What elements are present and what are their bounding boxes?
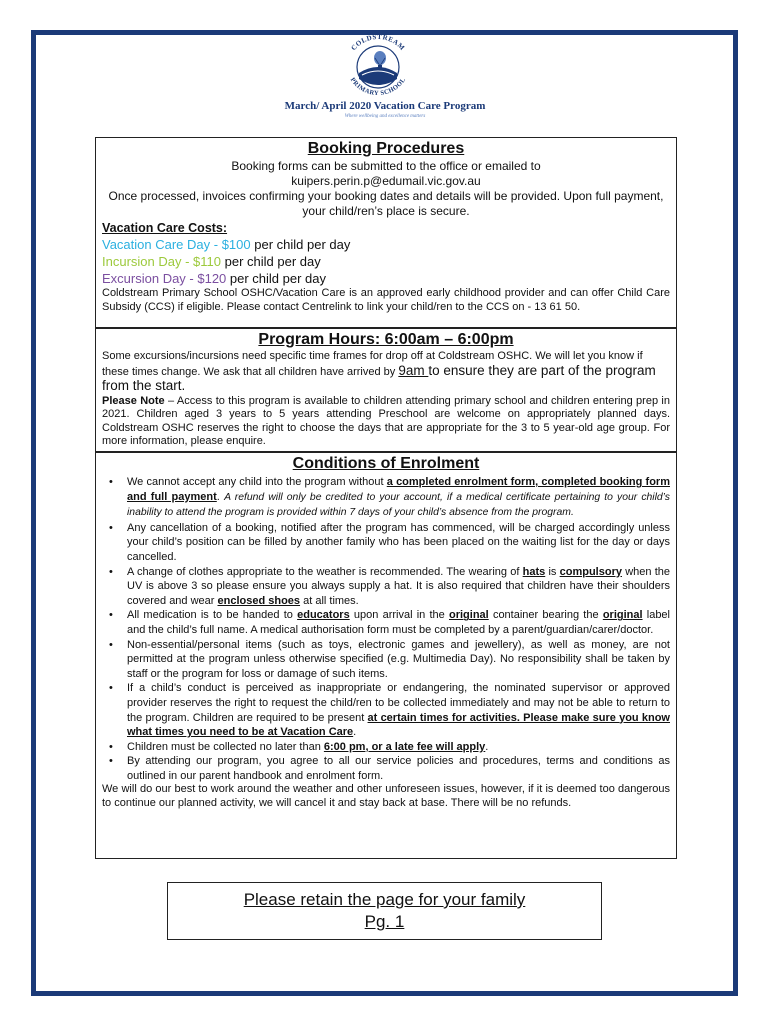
program-title: March/ April 2020 Vacation Care Program xyxy=(284,100,486,112)
school-logo xyxy=(336,33,420,99)
refund-note: A refund will only be credited to your account, if a medical certificate pertaining to your child’s inability to attend the program is provided within 7 days of your child’s absence from the program. xyxy=(127,491,671,519)
condition-text: upon arrival in the xyxy=(349,609,449,622)
cost-incursion-label: Incursion Day - $110 xyxy=(102,254,221,269)
ccs-text: Coldstream Primary School OSHC/Vacation Care is an approved early childhood provider and can offer Child Care Subsidy (CCS) if eligible. Please contact Centrelink to link your child/ren to the CCS on - 13 61 50. xyxy=(102,287,670,313)
condition-text: All medication is to be handed to xyxy=(127,609,298,622)
hours-p1-b: to ensure they are part of the program from the start. xyxy=(102,362,656,393)
condition-text: By attending our program, you agree to all our service policies and procedures, terms and conditions as outlined in our parent handbook and enrolment form. xyxy=(127,755,670,782)
condition-text: Children must be collected no later than xyxy=(127,740,324,753)
svg-text:PRIMARY SCHOOL: PRIMARY SCHOOL xyxy=(348,76,408,98)
conditions-heading: Conditions of Enrolment xyxy=(292,455,480,472)
condition-text: Non-essential/personal items (such as toys, electronic games and jewellery), as well as money, are not permitted at the program unless otherwise specified (e.g. Multimedia Day). No responsibility shall be taken by staff or the program for loss or damage of such items. xyxy=(127,638,670,680)
condition-emphasis: 6:00 pm, or a late fee will apply xyxy=(323,740,486,753)
condition-emphasis: at certain times for activities. Please make sure you know what times you need to be at Vacation Care xyxy=(127,711,670,739)
bullet-icon: • xyxy=(109,565,113,578)
booking-line-3: Once processed, invoices confirming your booking dates and details will be provided. Upon full payment, your child/ren’s place is secure. xyxy=(108,189,664,218)
hours-heading: Program Hours: 6:00am – 6:00pm xyxy=(258,331,514,348)
bullet-icon: • xyxy=(109,609,113,622)
condition-text: If a child’s conduct is perceived as inappropriate or endangering, the nominated supervisor or approved provider reserves the right to request the child/ren to be collected immediately and may not be able to return to the program. Children are required to be present xyxy=(127,682,670,724)
condition-text: when the UV is above 3 so please ensure you always supply a hat. It is also required that children have their shoulders covered and wear xyxy=(127,565,670,607)
bullet-icon: • xyxy=(109,476,113,488)
condition-emphasis: original xyxy=(602,609,643,622)
condition-item xyxy=(102,754,670,783)
hours-note xyxy=(102,395,670,449)
condition-emphasis: hats xyxy=(522,565,546,578)
booking-heading: Booking Procedures xyxy=(307,140,465,157)
condition-text: . xyxy=(216,490,225,503)
condition-item xyxy=(102,740,670,755)
bullet-icon: • xyxy=(109,740,113,753)
condition-emphasis: original xyxy=(449,609,489,622)
svg-text:COLDSTREAM: COLDSTREAM xyxy=(349,33,407,53)
condition-item xyxy=(102,638,670,682)
condition-text: . xyxy=(353,726,357,739)
cost-excursion-label: Excursion Day - $120 xyxy=(102,271,227,286)
condition-item xyxy=(102,475,670,521)
conditions-list xyxy=(102,475,670,783)
condition-text: Any cancellation of a booking, notified after the program has commenced, will be charged accordingly unless your child’s position can be filled by another family who has been placed on the waiting list for the day or days cancelled. xyxy=(127,521,670,563)
hours-note-text: – Access to this program is available to children attending primary school and children entering prep in 2021. Children aged 3 years to 5 years attending Preschool are welcome on appropriately planned days. Coldstream OSHC reserves the right to choose the days that are appropriate for the 3 to 5 year-old age group. For more information, please enquire. xyxy=(102,394,670,447)
booking-line-1: Booking forms can be submitted to the office or emailed to xyxy=(231,159,541,173)
cost-excursion-suffix: per child per day xyxy=(226,271,327,286)
condition-emphasis: enclosed shoes xyxy=(217,594,301,607)
program-tagline: Where wellbeing and excellence matters xyxy=(344,114,426,119)
booking-section xyxy=(95,137,677,328)
page-number: Pg. 1 xyxy=(364,912,405,931)
conditions-section xyxy=(95,452,677,859)
cost-incursion-day xyxy=(102,253,670,270)
retain-notice: Please retain the page for your family xyxy=(243,890,526,909)
hours-p1-a: Some excursions/incursions need specific time frames for drop off at Coldstream OSHC. We will let you know if these times change. We ask that all children have arrived by xyxy=(102,350,643,378)
condition-item xyxy=(102,565,670,609)
condition-text: container bearing the xyxy=(488,609,603,622)
cost-incursion-suffix: per child per day xyxy=(221,254,321,269)
booking-email: kuipers.perin.p@edumail.vic.gov.au xyxy=(291,174,481,188)
hours-section xyxy=(95,328,677,452)
condition-item xyxy=(102,681,670,739)
cost-vacation-label: Vacation Care Day - $100 xyxy=(102,237,251,252)
condition-item xyxy=(102,521,670,565)
condition-emphasis: compulsory xyxy=(559,565,622,578)
cost-excursion-day xyxy=(102,270,670,287)
cost-vacation-suffix: per child per day xyxy=(250,237,351,252)
bullet-icon: • xyxy=(109,638,113,651)
hours-arrival-time: 9am xyxy=(398,362,429,378)
bullet-icon: • xyxy=(109,521,113,534)
bullet-icon: • xyxy=(109,682,113,695)
condition-text: label and the child’s full name. A medical authorisation form must be completed by a parent/guardian/carer/doctor. xyxy=(127,609,670,636)
condition-text: at all times. xyxy=(300,594,359,607)
condition-text: A change of clothes appropriate to the weather is recommended. The wearing of xyxy=(127,565,523,578)
footer-box xyxy=(167,882,602,940)
condition-emphasis: a completed enrolment form, completed booking form and full payment xyxy=(127,476,670,503)
condition-item xyxy=(102,608,670,637)
cost-vacation-day xyxy=(102,236,670,253)
condition-emphasis: educators xyxy=(297,609,350,622)
closing-note: We will do our best to work around the weather and other unforeseen issues, however, if it is deemed too dangerous to continue our planned activity, we will cancel it and stay back at base. There will be no refunds. xyxy=(102,783,670,809)
condition-text: . xyxy=(485,740,489,753)
costs-heading: Vacation Care Costs: xyxy=(102,221,228,235)
condition-text: We cannot accept any child into the program without xyxy=(127,476,387,488)
hours-paragraph xyxy=(102,350,670,395)
hours-note-label: Please Note xyxy=(102,394,165,407)
bullet-icon: • xyxy=(109,755,113,768)
condition-text: is xyxy=(545,565,560,578)
